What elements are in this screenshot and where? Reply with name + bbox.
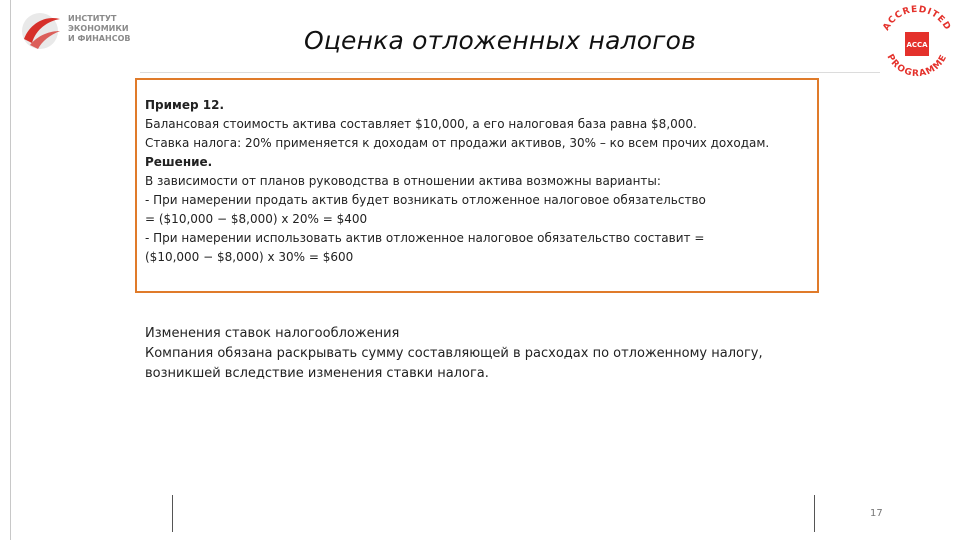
example-line: В зависимости от планов руководства в отношении актива возможны варианты:: [145, 174, 661, 188]
institute-logo: [20, 9, 160, 53]
left-border-line: [10, 0, 11, 540]
svg-text:PROGRAMME: PROGRAMME: [884, 52, 950, 80]
acca-badge-center-text: ACCA: [906, 41, 928, 49]
institute-logo-text: [68, 14, 130, 44]
acca-accredited-badge: [875, 0, 959, 84]
example-line: ($10,000 − $8,000) x 30% = $600: [145, 250, 354, 264]
example-line: = ($10,000 − $8,000) x 20% = $400: [145, 212, 368, 226]
footer-left-divider: [172, 495, 173, 532]
title-divider: [140, 72, 880, 73]
example-box: [135, 78, 819, 293]
svg-text:ACCREDITED: ACCREDITED: [881, 4, 953, 33]
example-line: - При намерении продать актив будет возникать отложенное налоговое обязательство: [145, 193, 706, 207]
logo-line-2: ЭКОНОМИКИ: [68, 24, 129, 33]
tax-rate-changes-line: Компания обязана раскрывать сумму составляющей в расходах по отложенному налогу,: [145, 346, 763, 361]
example-line: - При намерении использовать актив отложенное налоговое обязательство составит =: [145, 231, 705, 245]
slide-title: Оценка отложенных налогов: [303, 26, 697, 55]
example-line: Балансовая стоимость актива составляет $10,000, а его налоговая база равна $8,000.: [145, 117, 697, 131]
logo-line-1: ИНСТИТУТ: [68, 14, 117, 23]
footer-right-divider: [814, 495, 815, 532]
example-line: Ставка налога: 20% применяется к доходам от продажи активов, 30% – ко всем прочих доходам.: [145, 136, 770, 150]
example-heading: Пример 12.: [145, 98, 225, 112]
page-number: 17: [870, 508, 883, 519]
institute-logo-icon: [20, 9, 64, 53]
tax-rate-changes-section: [145, 324, 865, 384]
tax-rate-changes-line: возникшей вследствие изменения ставки налога.: [145, 366, 489, 381]
tax-rate-changes-heading: Изменения ставок налогообложения: [145, 326, 400, 341]
logo-line-3: И ФИНАНСОВ: [68, 34, 131, 43]
solution-heading: Решение.: [145, 155, 213, 169]
